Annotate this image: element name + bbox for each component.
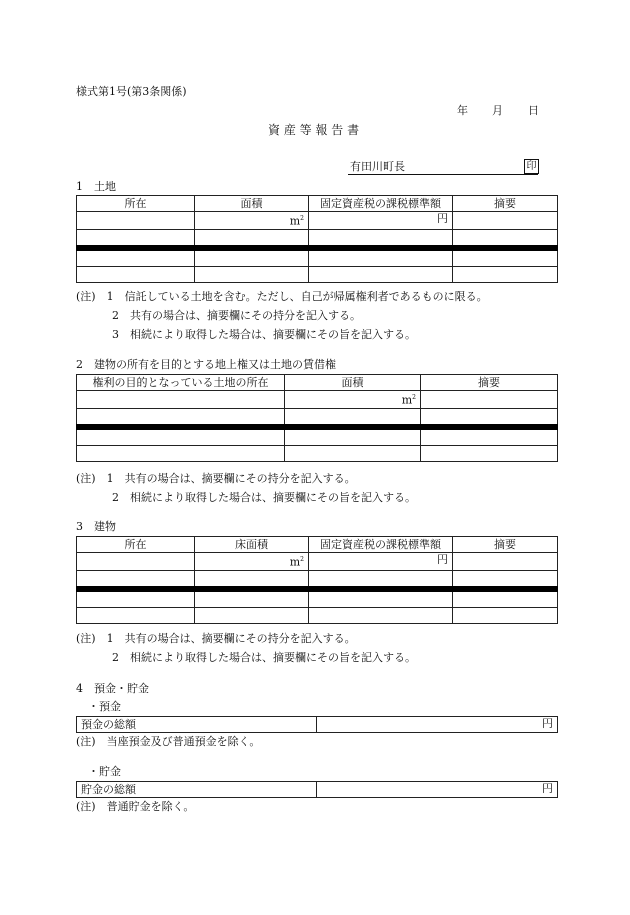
building-cell[interactable] — [77, 590, 195, 607]
land-note-3: 3 相続により取得した場合は、摘要欄にその旨を記入する。 — [112, 328, 416, 341]
building-note-1: (注) 1 共有の場合は、摘要欄にその持分を記入する。 — [76, 632, 356, 645]
land-header-tax-base: 固定資産税の課税標準額 — [309, 196, 453, 212]
building-cell[interactable] — [453, 607, 558, 623]
postal-note: (注) 普通貯金を除く。 — [76, 800, 195, 813]
lease-note-2: 2 相続により取得した場合は、摘要欄にその旨を記入する。 — [112, 491, 416, 504]
building-note-2: 2 相続により取得した場合は、摘要欄にその旨を記入する。 — [112, 651, 416, 664]
lease-cell[interactable] — [421, 445, 558, 461]
lease-cell[interactable] — [77, 428, 285, 445]
lease-cell[interactable] — [77, 408, 285, 425]
yen-unit: 円 — [437, 212, 448, 225]
land-cell[interactable] — [195, 266, 309, 282]
land-cell[interactable] — [453, 266, 558, 282]
building-header-remarks: 摘要 — [453, 537, 558, 553]
building-tax-cell[interactable] — [309, 553, 453, 571]
area-unit-sup: 2 — [412, 394, 416, 401]
savings-heading: 4 預金・貯金 — [76, 682, 149, 695]
lease-cell[interactable] — [77, 391, 285, 409]
land-cell[interactable] — [309, 229, 453, 246]
building-cell[interactable] — [453, 570, 558, 587]
land-cell[interactable] — [453, 249, 558, 266]
area-unit: m — [401, 393, 413, 407]
land-heading: 1 土地 — [76, 180, 116, 193]
building-cell[interactable] — [77, 553, 195, 571]
land-tax-cell[interactable] — [309, 212, 453, 230]
lease-cell[interactable] — [421, 428, 558, 445]
date-day: 日 — [528, 104, 539, 117]
building-header-floor-area: 床面積 — [195, 537, 309, 553]
deposit-total-value[interactable] — [317, 717, 558, 733]
building-cell[interactable] — [195, 570, 309, 587]
addressee: 有田川町長 — [350, 160, 405, 173]
building-area-cell[interactable] — [195, 553, 309, 571]
postal-table — [76, 781, 558, 798]
deposit-label: ・預金 — [88, 700, 121, 713]
deposit-total-label: 預金の総額 — [77, 717, 317, 733]
land-area-cell[interactable] — [195, 212, 309, 230]
land-note-1: (注) 1 信託している土地を含む。ただし、自己が帰属権利者であるものに限る。 — [76, 290, 488, 303]
area-unit: m — [289, 214, 301, 228]
lease-cell[interactable] — [77, 445, 285, 461]
building-heading: 3 建物 — [76, 520, 116, 533]
lease-note-1: (注) 1 共有の場合は、摘要欄にその持分を記入する。 — [76, 472, 356, 485]
area-unit: m — [289, 555, 301, 569]
building-cell[interactable] — [453, 590, 558, 607]
lease-header-remarks: 摘要 — [421, 375, 558, 391]
land-note-2: 2 共有の場合は、摘要欄にその持分を記入する。 — [112, 309, 361, 322]
land-cell[interactable] — [195, 229, 309, 246]
lease-cell[interactable] — [285, 408, 421, 425]
seal-box: 印 — [524, 159, 539, 174]
lease-area-cell[interactable] — [285, 391, 421, 409]
land-cell[interactable] — [453, 212, 558, 230]
yen-unit: 円 — [542, 717, 553, 730]
postal-total-value[interactable] — [317, 782, 558, 798]
land-cell[interactable] — [453, 229, 558, 246]
deposit-table — [76, 716, 558, 733]
land-header-area: 面積 — [195, 196, 309, 212]
land-cell[interactable] — [77, 249, 195, 266]
postal-total-label: 貯金の総額 — [77, 782, 317, 798]
land-cell[interactable] — [309, 249, 453, 266]
yen-unit: 円 — [437, 553, 448, 566]
building-cell[interactable] — [309, 590, 453, 607]
land-cell[interactable] — [195, 249, 309, 266]
building-table — [76, 536, 558, 624]
building-header-tax-base: 固定資産税の課税標準額 — [309, 537, 453, 553]
land-header-remarks: 摘要 — [453, 196, 558, 212]
lease-header-location: 権利の目的となっている土地の所在 — [77, 375, 285, 391]
land-cell[interactable] — [77, 212, 195, 230]
area-unit-sup: 2 — [300, 215, 304, 222]
land-cell[interactable] — [77, 229, 195, 246]
building-cell[interactable] — [195, 607, 309, 623]
yen-unit: 円 — [542, 782, 553, 795]
land-cell[interactable] — [309, 266, 453, 282]
form-number: 様式第1号(第3条関係) — [76, 85, 187, 98]
building-cell[interactable] — [195, 590, 309, 607]
addressee-underline — [348, 174, 538, 175]
postal-label: ・貯金 — [88, 765, 121, 778]
land-table — [76, 195, 558, 283]
lease-heading: 2 建物の所有を目的とする地上権又は土地の賃借権 — [76, 358, 336, 371]
building-cell[interactable] — [77, 570, 195, 587]
date-year: 年 — [457, 104, 468, 117]
lease-cell[interactable] — [285, 428, 421, 445]
document-title: 資 産 等 報 告 書 — [268, 123, 360, 137]
building-cell[interactable] — [309, 570, 453, 587]
building-cell[interactable] — [309, 607, 453, 623]
building-cell[interactable] — [77, 607, 195, 623]
building-header-location: 所在 — [77, 537, 195, 553]
land-header-location: 所在 — [77, 196, 195, 212]
deposit-note: (注) 当座預金及び普通預金を除く。 — [76, 735, 261, 748]
land-cell[interactable] — [77, 266, 195, 282]
lease-table — [76, 374, 558, 462]
area-unit-sup: 2 — [300, 556, 304, 563]
building-cell[interactable] — [453, 553, 558, 571]
date-month: 月 — [492, 104, 503, 117]
lease-cell[interactable] — [421, 408, 558, 425]
lease-cell[interactable] — [285, 445, 421, 461]
lease-cell[interactable] — [421, 391, 558, 409]
lease-header-area: 面積 — [285, 375, 421, 391]
